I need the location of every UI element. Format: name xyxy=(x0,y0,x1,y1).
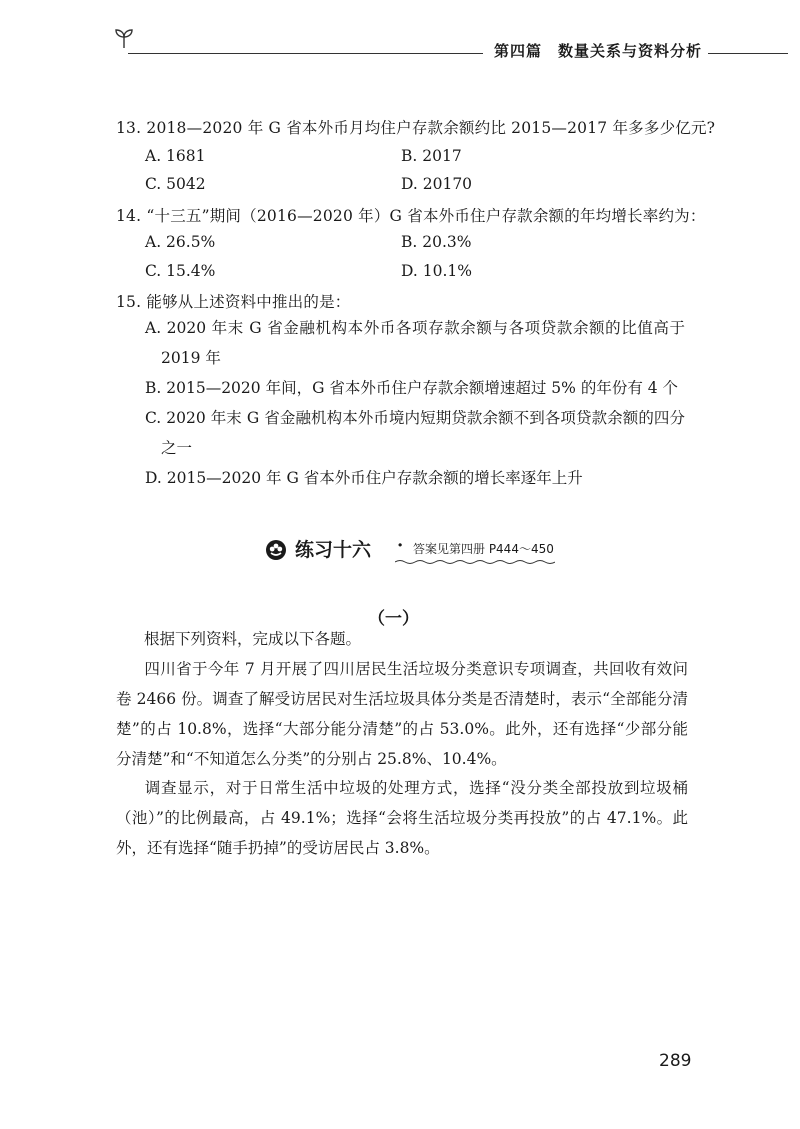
q14-option-a: A. 26.5% xyxy=(145,233,216,251)
wavy-underline xyxy=(395,559,555,565)
question-14-stem: 14. “十三五”期间（2016—2020 年）G 省本外币住户存款余额的年均增长率约为： xyxy=(116,207,706,225)
header-rule-left xyxy=(128,53,483,54)
passage-paragraph-1-text: 四川省于今年 7 月开展了四川居民生活垃圾分类意识专项调查，共回收有效问卷 2466 份。调查了解受访居民对生活垃圾具体分类是否清楚时，表示“全部能分清楚”的占 10.8%，选择“大部分能分清楚”的占 53.0%。此外，还有选择“少部分能分清楚”和“不知道怎么分类”的分别占 25.8%、10.4%。 xyxy=(116,660,688,768)
part-label: （一） xyxy=(368,609,419,629)
q15-option-c xyxy=(145,403,685,463)
passage-intro xyxy=(116,624,688,654)
question-13-stem: 13. 2018—2020 年 G 省本外币月均住户存款余额约比 2015—2017 年多多少亿元? xyxy=(116,119,716,137)
q14-option-d: D. 10.1% xyxy=(401,262,472,280)
flower-badge-icon xyxy=(265,539,287,561)
passage-intro-text: 根据下列资料，完成以下各题。 xyxy=(144,630,362,648)
q15-option-c-line2: 之一 xyxy=(161,439,193,457)
passage-paragraph-2 xyxy=(116,773,688,863)
q15-option-d-line1: D. 2015—2020 年 G 省本外币住户存款余额的增长率逐年上升 xyxy=(145,469,583,487)
q14-option-b: B. 20.3% xyxy=(401,233,472,251)
q15-option-a-line2: 2019 年 xyxy=(161,349,221,367)
q15-option-a-line1: A. 2020 年末 G 省金融机构本外币各项存款余额与各项贷款余额的比值高于 xyxy=(145,319,685,337)
section-title: 练习十六 xyxy=(295,539,372,561)
q14-option-c: C. 15.4% xyxy=(145,262,216,280)
section-separator-dot: · xyxy=(397,535,404,556)
q15-option-b-line1: B. 2015—2020 年间，G 省本外币住户存款余额增速超过 5% 的年份有 4 个 xyxy=(145,379,679,397)
header-rule-right xyxy=(708,53,788,54)
q13-option-d: D. 20170 xyxy=(401,175,473,193)
q13-option-c: C. 5042 xyxy=(145,175,206,193)
passage-paragraph-2-text: 调查显示，对于日常生活中垃圾的处理方式，选择“没分类全部投放到垃圾桶（池）”的比例最高，占 49.1%；选择“会将生活垃圾分类再投放”的占 47.1%。此外，还有选择“随手扔掉”的受访居民占 3.8%。 xyxy=(116,779,688,857)
question-15-stem: 15. 能够从上述资料中推出的是： xyxy=(116,293,351,311)
q15-option-b xyxy=(145,373,685,403)
q13-option-a: A. 1681 xyxy=(145,147,206,165)
header-title: 数量关系与资料分析 xyxy=(558,42,703,60)
header-part: 第四篇 xyxy=(494,42,543,60)
page-number: 289 xyxy=(659,1051,692,1071)
q13-option-b: B. 2017 xyxy=(401,147,462,165)
q15-option-d xyxy=(145,463,685,493)
passage-paragraph-1 xyxy=(116,654,688,774)
running-header xyxy=(494,40,702,61)
q15-option-c-line1: C. 2020 年末 G 省金融机构本外币境内短期贷款余额不到各项贷款余额的四分 xyxy=(145,409,685,427)
sprout-icon xyxy=(112,26,136,50)
q15-option-a xyxy=(145,313,685,373)
answer-reference: 答案见第四册 P444～450 xyxy=(413,542,554,556)
